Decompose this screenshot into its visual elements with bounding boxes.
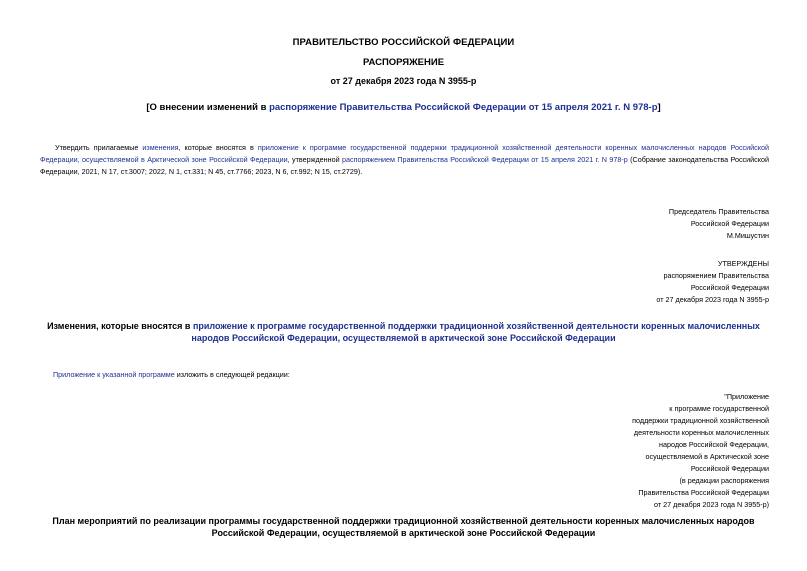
signature-line: Российской Федерации (690, 219, 769, 228)
changes-heading (45, 320, 762, 344)
document-type: РАСПОРЯЖЕНИЕ (362, 57, 445, 68)
document-date-number: от 27 декабря 2023 года N 3955-р (330, 76, 477, 86)
plan-heading: План мероприятий по реализации программы государственной поддержки традиционной хозяйственной деятельности коренных малочисленных народов Российской Федерации, осуществляемой в арктической зоне Российской Федерации (52, 516, 755, 538)
government-heading: ПРАВИТЕЛЬСТВО РОССИЙСКОЙ ФЕДЕРАЦИИ (292, 37, 515, 48)
signature-line: Председатель Правительства (668, 207, 769, 216)
appendix-link[interactable]: приложение к программе государственной поддержки традиционной хозяйственной деятельности коренных малочисленных народов Российской Федерации, осуществляемой в Арктической зоне Российской Федерации (40, 143, 769, 164)
approved-line: УТВЕРЖДЕНЫ (717, 259, 769, 268)
appendix-line: от 27 декабря 2023 года N 3955-р) (654, 500, 769, 509)
approved-line: от 27 декабря 2023 года N 3955-р (656, 295, 769, 304)
appendix-line: к программе государственной (669, 404, 769, 413)
approved-block (656, 258, 769, 306)
instruction-text: изложить в следующей редакции: (174, 370, 290, 379)
paragraph-text: , которые вносятся в (178, 143, 258, 152)
changes-link[interactable]: изменения (142, 143, 179, 152)
document-title (0, 102, 807, 113)
title-prefix: [О внесении изменений в (146, 102, 270, 113)
approved-line: распоряжением Правительства (663, 271, 769, 280)
paragraph-text: , утвержденной (287, 155, 342, 164)
paragraph-text: (Собрание законодательства Российской Федерации, 2021, N 17, ст.3007; 2022, N 1, ст.331; N 45, ст.7766; 2023, N 6, ст.992; N 15, ст.2729). (40, 155, 770, 176)
appendix-line: Правительства Российской Федерации (638, 488, 769, 497)
approved-line: Российской Федерации (690, 283, 769, 292)
appendix-program-link[interactable]: Приложение к указанной программе (53, 370, 175, 379)
appendix-line: (в редакции распоряжения (679, 476, 769, 485)
paragraph-text: Утвердить прилагаемые (55, 143, 143, 152)
appendix-line: Российской Федерации (690, 464, 769, 473)
signature-block (669, 206, 769, 242)
title-suffix: ] (657, 102, 661, 113)
changes-heading-link[interactable]: приложение к программе государственной поддержки традиционной хозяйственной деятельности коренных малочисленных народов Российской Федерации, осуществляемой в арктической зоне Российской Федерации (191, 321, 760, 343)
order-link[interactable]: распоряжением Правительства Российской Федерации от 15 апреля 2021 г. N 978-р (341, 155, 628, 164)
main-paragraph (40, 142, 769, 178)
title-link[interactable]: распоряжение Правительства Российской Федерации от 15 апреля 2021 г. N 978-р (269, 102, 658, 113)
signature-name: М.Мишустин (726, 231, 769, 240)
appendix-line: народов Российской Федерации, (659, 440, 769, 449)
appendix-line: поддержки традиционной хозяйственной (632, 416, 769, 425)
appendix-line: деятельности коренных малочисленных (633, 428, 769, 437)
appendix-line: осуществляемой в Арктической зоне (645, 452, 769, 461)
appendix-block (632, 391, 769, 511)
heading-text: Изменения, которые вносятся в (47, 321, 193, 331)
appendix-line: "Приложение (724, 392, 769, 401)
instruction-line (53, 370, 290, 379)
